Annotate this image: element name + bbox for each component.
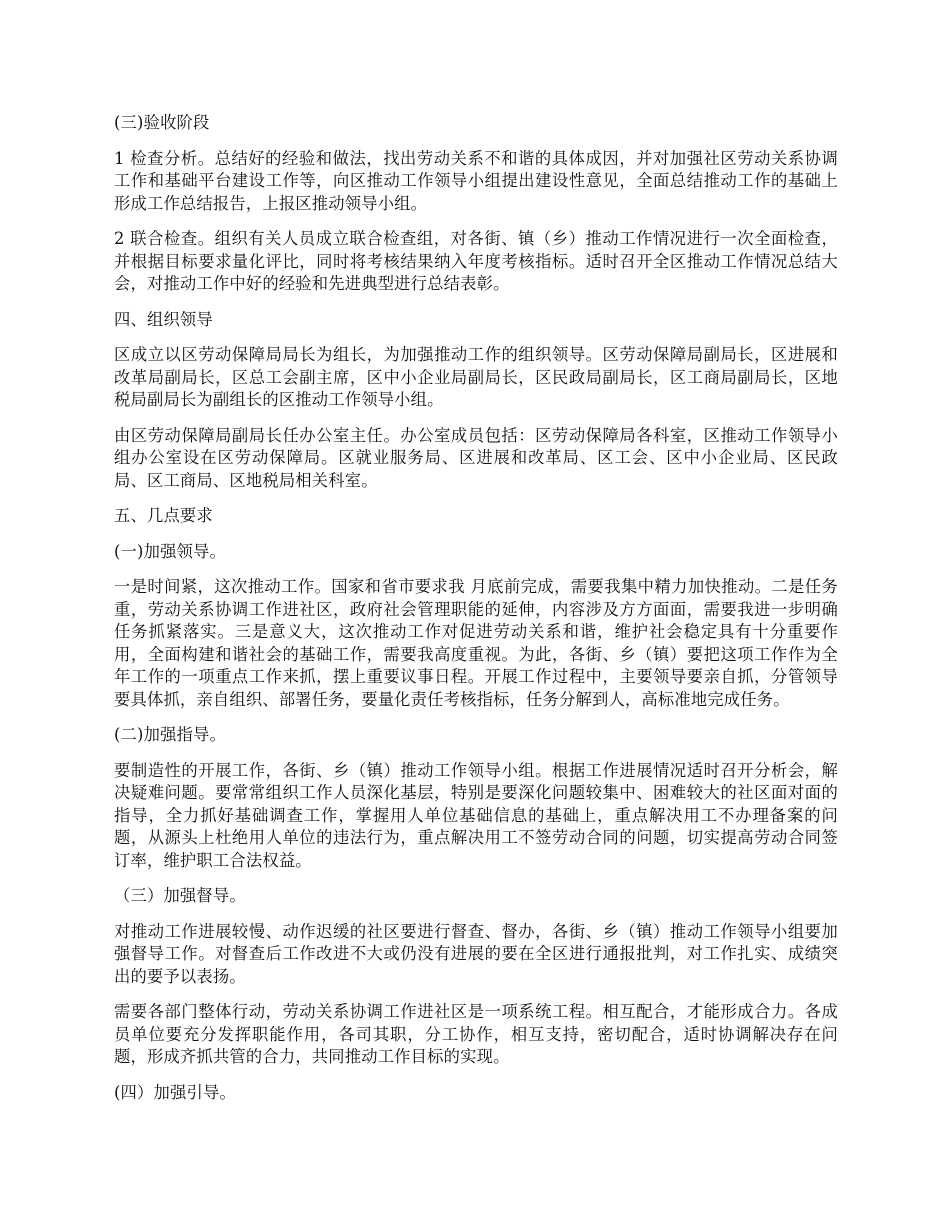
- paragraph-leading-group: 区成立以区劳动保障局局长为组长，为加强推动工作的组织领导。区劳动保障局副局长，区进展和改革局副局长，区总工会副主席，区中小企业局副局长，区民政局副局长，区工商局副局长，区地税局副局长为副组长的区推动工作领导小组。: [114, 345, 838, 409]
- subsection-heading-strengthen-guidance-4: (四）加强引导。: [114, 1082, 236, 1102]
- paragraph-office: 由区劳动保障局副局长任办公室主任。办公室成员包括：区劳动保障局各科室，区推动工作领导小组办公室设在区劳动保障局。区就业服务局、区进展和改革局、区工会、区中小企业局、区民政局、区工商局、区地税局相关科室。: [114, 425, 838, 490]
- section-heading-organization-leadership: 四、组织领导: [114, 309, 213, 329]
- paragraph-joint-inspection: 2 联合检查。组织有关人员成立联合检查组，对各街、镇（乡）推动工作情况进行一次全面检查，并根据目标要求量化评比，同时将考核结果纳入年度考核指标。适时召开全区推动工作情况总结大会，对推动工作中好的经验和先进典型进行总结表彰。: [114, 229, 838, 293]
- paragraph-strengthen-guidance: 要制造性的开展工作，各街、乡（镇）推动工作领导小组。根据工作进展情况适时召开分析会，解决疑难问题。要常常组织工作人员深化基层，特别是要深化问题较集中、困难较大的社区面对面的指导，全力抓好基础调查工作，掌握用人单位基础信息的基础上，重点解决用工不办理备案的问题，从源头上杜绝用人单位的违法行为，重点解决用工不签劳动合同的问题，切实提高劳动合同签订率，维护职工合法权益。: [114, 760, 838, 870]
- paragraph-inspection-analysis: 1 检查分析。总结好的经验和做法，找出劳动关系不和谐的具体成因，并对加强社区劳动关系协调工作和基础平台建设工作等，向区推动工作领导小组提出建设性意见，全面总结推动工作的基础上形成工作总结报告，上报区推动领导小组。: [114, 148, 838, 213]
- document-page: [114, 112, 838, 1117]
- paragraph-cooperation: 需要各部门整体行动，劳动关系协调工作进社区是一项系统工程。相互配合，才能形成合力。各成员单位要充分发挥职能作用，各司其职，分工协作，相互支持，密切配合，适时协调解决存在问题，形成齐抓共管的合力，共同推动工作目标的实现。: [114, 1002, 838, 1066]
- subsection-heading-strengthen-leadership: (一)加强领导。: [114, 541, 226, 561]
- paragraph-strengthen-leadership: 一是时间紧，这次推动工作。国家和省市要求我 月底前完成，需要我集中精力加快推动。二是任务重，劳动关系协调工作进社区，政府社会管理职能的延伸，内容涉及方方面面，需要我进一步明确任务抓紧落实。三是意义大，这次推动工作对促进劳动关系和谐，维护社会稳定具有十分重要作用，全面构建和谐社会的基础工作，需要我高度重视。为此，各街、乡（镇）要把这项工作作为全年工作的一项重点工作来抓，摆上重要议事日程。开展工作过程中，主要领导要亲自抓，分管领导要具体抓，亲自组织、部署任务，要量化责任考核指标，任务分解到人，高标准地完成任务。: [114, 577, 838, 709]
- subsection-heading-strengthen-guidance: (二)加强指导。: [114, 725, 226, 744]
- paragraph-strengthen-supervision: 对推动工作进展较慢、动作迟缓的社区要进行督查、督办，各街、乡（镇）推动工作领导小组要加强督导工作。对督查后工作改进不大或仍没有进展的要在全区进行通报批判，对工作扎实、成绩突出的要予以表扬。: [114, 921, 838, 986]
- subsection-heading-strengthen-supervision: （三）加强督导。: [114, 886, 246, 905]
- section-heading-acceptance-stage: (三)验收阶段: [114, 113, 210, 132]
- section-heading-requirements: 五、几点要求: [114, 506, 213, 525]
